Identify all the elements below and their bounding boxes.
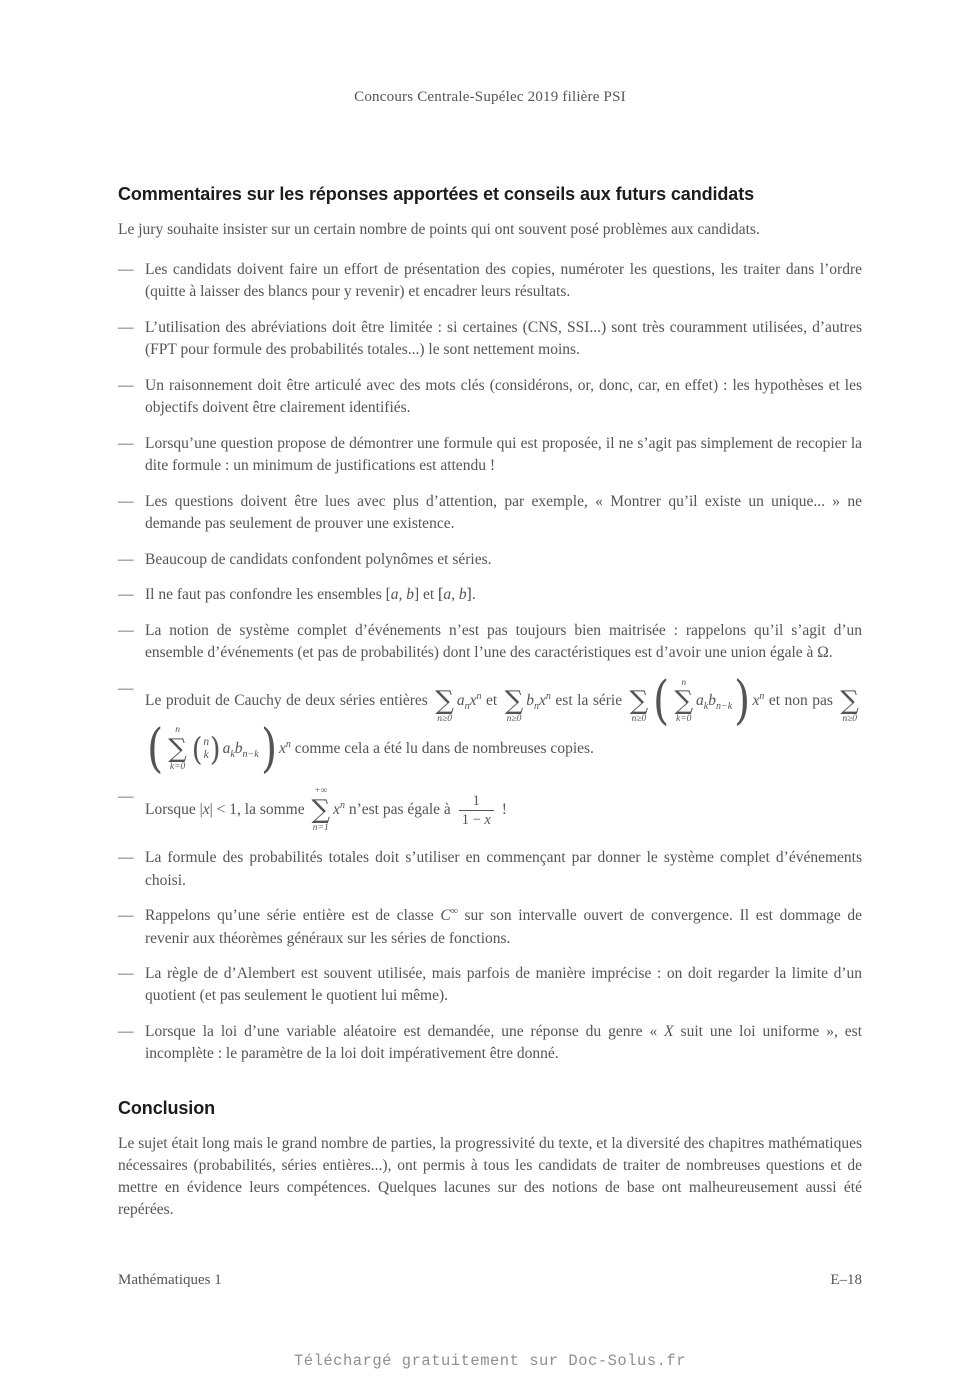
math-term	[456, 692, 470, 713]
math-superscript: n	[339, 799, 345, 811]
sigma-symbol: ∑	[840, 686, 859, 717]
math-term	[526, 692, 540, 713]
binomial-top: n	[203, 735, 210, 748]
numerator	[470, 792, 483, 810]
list-item-text	[145, 435, 862, 474]
text-run: et	[481, 692, 502, 710]
text-run: 1	[472, 792, 480, 809]
fraction	[459, 792, 494, 829]
sum-upper-limit: n	[175, 725, 180, 736]
math-term	[440, 907, 457, 924]
list-item	[118, 963, 862, 1008]
math-subscript: n−k	[715, 701, 733, 713]
bullet-dash: —	[118, 849, 134, 867]
text-run: 1 −	[461, 811, 485, 828]
list-item-text	[145, 907, 862, 946]
math-variable: x	[539, 692, 546, 710]
binomial-bottom: k	[203, 749, 209, 762]
sum-upper-limit: n	[681, 677, 687, 688]
bullet-dash: —	[118, 434, 134, 452]
math-variable: a, b	[443, 586, 467, 604]
math-subscript: n	[534, 701, 540, 713]
list-item-text	[145, 493, 862, 532]
text-run: Lorsqu’une question propose de démontrer une formule qui est proposée, il ne s’agit pas simplement de recopier la dite formule : un minimum de justifications est attendu !	[145, 434, 862, 475]
math-subscript: k	[703, 701, 709, 713]
list-item	[118, 433, 862, 478]
bullet-dash: —	[118, 788, 134, 806]
list-item	[118, 847, 862, 892]
math-term	[752, 692, 764, 709]
text-run: et non pas	[764, 692, 838, 710]
binomial-coefficient: ( n k )	[191, 730, 221, 769]
sum-lower-limit: n≥0	[842, 714, 858, 725]
text-run: !	[497, 800, 507, 818]
text-run: n’est pas égale à	[344, 800, 455, 818]
list-item-text: Le produit de Cauchy de deux séries entières ∑ n≥0 $a_nx^n$ et ∑ n≥0 $b_nx^n$ est la série ∑ n≥0 ( n ∑ k=0 $a_kb_{n-k}$) $x^n$ et non pas ∑ n≥0 ( n ∑ k=0 ( n k ) $a_kb_{n-k}$) $x^n$ comme cela a été lu dans de nombreuses copies.	[145, 671, 859, 780]
bullet-dash: —	[118, 318, 134, 336]
text-run: Il ne faut pas confondre les ensembles [	[145, 586, 391, 604]
sum-operator	[168, 725, 187, 773]
list-item-text	[145, 849, 862, 888]
conclusion-paragraph: Le sujet était long mais le grand nombre de parties, la progressivité du texte, et la diversité des chapitres mathématiques nécessaires (probabilités, séries entières...), ont permis à tous les candidats de traiter de nombreuses questions et de mettre en évidence leurs compétences. Quelques lacunes sur des notions de base ont malheureusement aussi été repérées.	[118, 1134, 862, 1218]
sum-operator	[311, 786, 330, 834]
list-item-text	[145, 586, 476, 603]
sigma-symbol: ∑	[674, 686, 693, 717]
text-run: La formule des probabilités totales doit s’utiliser en commençant par donner le système complet d’événements choisi.	[145, 849, 862, 889]
sum-lower-limit: n=1	[312, 823, 329, 834]
footer-document-name: Mathématiques 1	[118, 1272, 222, 1288]
math-term	[470, 692, 482, 709]
bullet-dash: —	[118, 492, 134, 510]
list-item-text	[145, 377, 862, 416]
text-run: Les candidats doivent faire un effort de présentation des copies, numéroter les questions, les traiter dans l’ordre (quitte à laisser des blancs pour y revenir) et encadrer leurs résultats.	[145, 261, 862, 301]
math-variable: a	[456, 692, 465, 710]
text-run: Beaucoup de candidats confondent polynômes et séries.	[145, 550, 492, 568]
math-term	[234, 739, 259, 760]
math-term	[222, 739, 235, 760]
bullet-dash: —	[118, 261, 134, 278]
sum-lower-limit: n≥0	[506, 714, 522, 725]
sum-operator	[674, 678, 693, 726]
list-item	[118, 1021, 862, 1066]
math-subscript: n−k	[242, 748, 259, 760]
math-term	[696, 692, 709, 713]
list-item-text	[145, 551, 492, 568]
math-superscript: n	[285, 738, 291, 750]
text-run: La règle de d’Alembert est souvent utilisée, mais parfois de manière imprécise : on doit regarder la limite d’un quotient (et pas seulement le quotient lui même).	[145, 964, 862, 1005]
denominator	[459, 810, 494, 829]
text-run: Rappelons qu’une série entière est de classe	[145, 907, 441, 925]
list-item-text	[145, 622, 862, 661]
math-variable: x	[202, 800, 210, 818]
list-item	[118, 549, 862, 571]
math-term	[539, 692, 551, 709]
sigma-symbol: ∑	[504, 686, 524, 717]
bullet-dash: —	[118, 907, 134, 925]
text-run: La notion de système complet d’événements n’est pas toujours bien maitrisée : rappelons qu’il s’agit d’un ensemble d’événements (et pas de probabilités) dont l’une des caractéristiques est d’avoir une union égale à Ω.	[145, 621, 862, 662]
math-term	[333, 801, 345, 818]
math-variable: x	[333, 800, 340, 818]
sigma-symbol: ∑	[168, 734, 187, 765]
math-variable: b	[708, 692, 716, 710]
bullet-dash: —	[118, 1022, 134, 1040]
watermark-text: Téléchargé gratuitement sur Doc-Solus.fr	[293, 1352, 687, 1370]
list-item-text	[145, 319, 862, 358]
sum-upper-limit: +∞	[314, 786, 328, 797]
math-superscript: n	[545, 691, 551, 703]
list-item	[118, 375, 862, 420]
footer-page-number: E–18	[830, 1272, 862, 1288]
math-variable: a, b	[390, 586, 415, 604]
math-subscript: k	[230, 748, 235, 760]
list-item-text	[145, 261, 862, 300]
text-run: Un raisonnement doit être articulé avec des mots clés (considérons, or, donc, car, en effet) : les hypothèses et les objectifs doivent être clairement identifiés.	[145, 376, 862, 417]
sum-operator	[505, 678, 524, 726]
list-item	[118, 584, 862, 606]
math-variable: x	[279, 739, 286, 757]
math-term	[708, 692, 733, 713]
math-superscript: n	[476, 691, 482, 703]
math-variable: x	[469, 692, 477, 710]
list-item-text	[145, 965, 862, 1004]
section-title-conclusion: Conclusion	[118, 1097, 215, 1118]
bullet-dash: —	[118, 679, 134, 697]
binomial-stack	[203, 736, 209, 764]
sum-operator	[840, 678, 859, 726]
text-run: ] et	[414, 586, 439, 604]
intro-paragraph: Le jury souhaite insister sur un certain nombre de points qui ont souvent posé problèmes aux candidats.	[118, 221, 760, 238]
math-variable: b	[234, 739, 243, 757]
list-item	[118, 620, 862, 665]
math-variable: a	[222, 739, 231, 757]
text-run: Lorsque |	[145, 800, 203, 818]
bullet-list	[118, 259, 862, 1066]
list-item-text	[145, 786, 507, 834]
text-run: Les questions doivent être lues avec plus d’attention, par exemple, « Montrer qu’il existe un unique... » ne demande pas seulement de prouver une existence.	[145, 492, 862, 533]
sigma-symbol: ∑	[311, 795, 331, 826]
list-item	[118, 786, 862, 834]
sigma-symbol: ∑	[435, 686, 454, 717]
sum-lower-limit: n≥0	[631, 714, 647, 725]
bullet-dash: —	[118, 550, 134, 568]
math-subscript: n	[464, 701, 470, 713]
text-run: comme cela a été lu dans de nombreuses copies.	[290, 739, 594, 757]
sum-lower-limit: n≥0	[437, 714, 452, 725]
text-run: L’utilisation des abréviations doit être limitée : si certaines (CNS, SSI...) sont très couramment utilisées, d’autres (FPT pour formule des probabilités totales...) le sont nettement moins.	[145, 318, 862, 359]
list-item	[118, 317, 862, 362]
math-superscript: n	[759, 691, 765, 703]
sum-lower-limit: k=0	[169, 762, 186, 773]
list-item	[118, 491, 862, 536]
section-title-commentaires: Commentaires sur les réponses apportées et conseils aux futurs candidats	[118, 184, 755, 204]
bullet-dash: —	[118, 586, 134, 604]
bullet-dash: —	[118, 964, 134, 982]
list-item	[118, 259, 862, 304]
bullet-dash: —	[118, 376, 134, 394]
sum-operator	[630, 678, 649, 726]
sum-lower-limit: k=0	[676, 714, 692, 725]
math-term	[279, 740, 291, 757]
math-variable: X	[664, 1022, 674, 1040]
math-variable: b	[526, 692, 535, 710]
page-header: Concours Centrale-Supélec 2019 filière PSI	[354, 89, 626, 105]
math-superscript: ∞	[450, 906, 458, 918]
math-variable: a	[696, 692, 704, 710]
list-item-text	[145, 1023, 862, 1062]
text-run: Lorsque la loi d’une variable aléatoire est demandée, une réponse du genre «	[145, 1022, 665, 1040]
list-item	[118, 905, 862, 950]
text-run: est la série	[550, 692, 627, 710]
text-run: Le produit de Cauchy de deux séries entières	[145, 692, 433, 710]
text-run: sur son intervalle ouvert de convergence. Il est dommage de revenir aux théorèmes généraux sur les séries de fonctions.	[145, 907, 862, 947]
text-run: suit une loi uniforme », est incomplète : le paramètre de la loi doit impérativement être donné.	[145, 1022, 862, 1063]
math-variable: x	[752, 692, 760, 710]
text-run: .	[471, 586, 476, 604]
text-run: | < 1, la somme	[209, 800, 309, 818]
math-variable: x	[484, 811, 491, 828]
document-content	[118, 184, 862, 1239]
math-variable: C	[440, 907, 451, 925]
bullet-dash: —	[118, 621, 134, 639]
sum-operator	[435, 678, 454, 726]
sigma-symbol: ∑	[629, 686, 649, 717]
list-item	[118, 671, 862, 780]
